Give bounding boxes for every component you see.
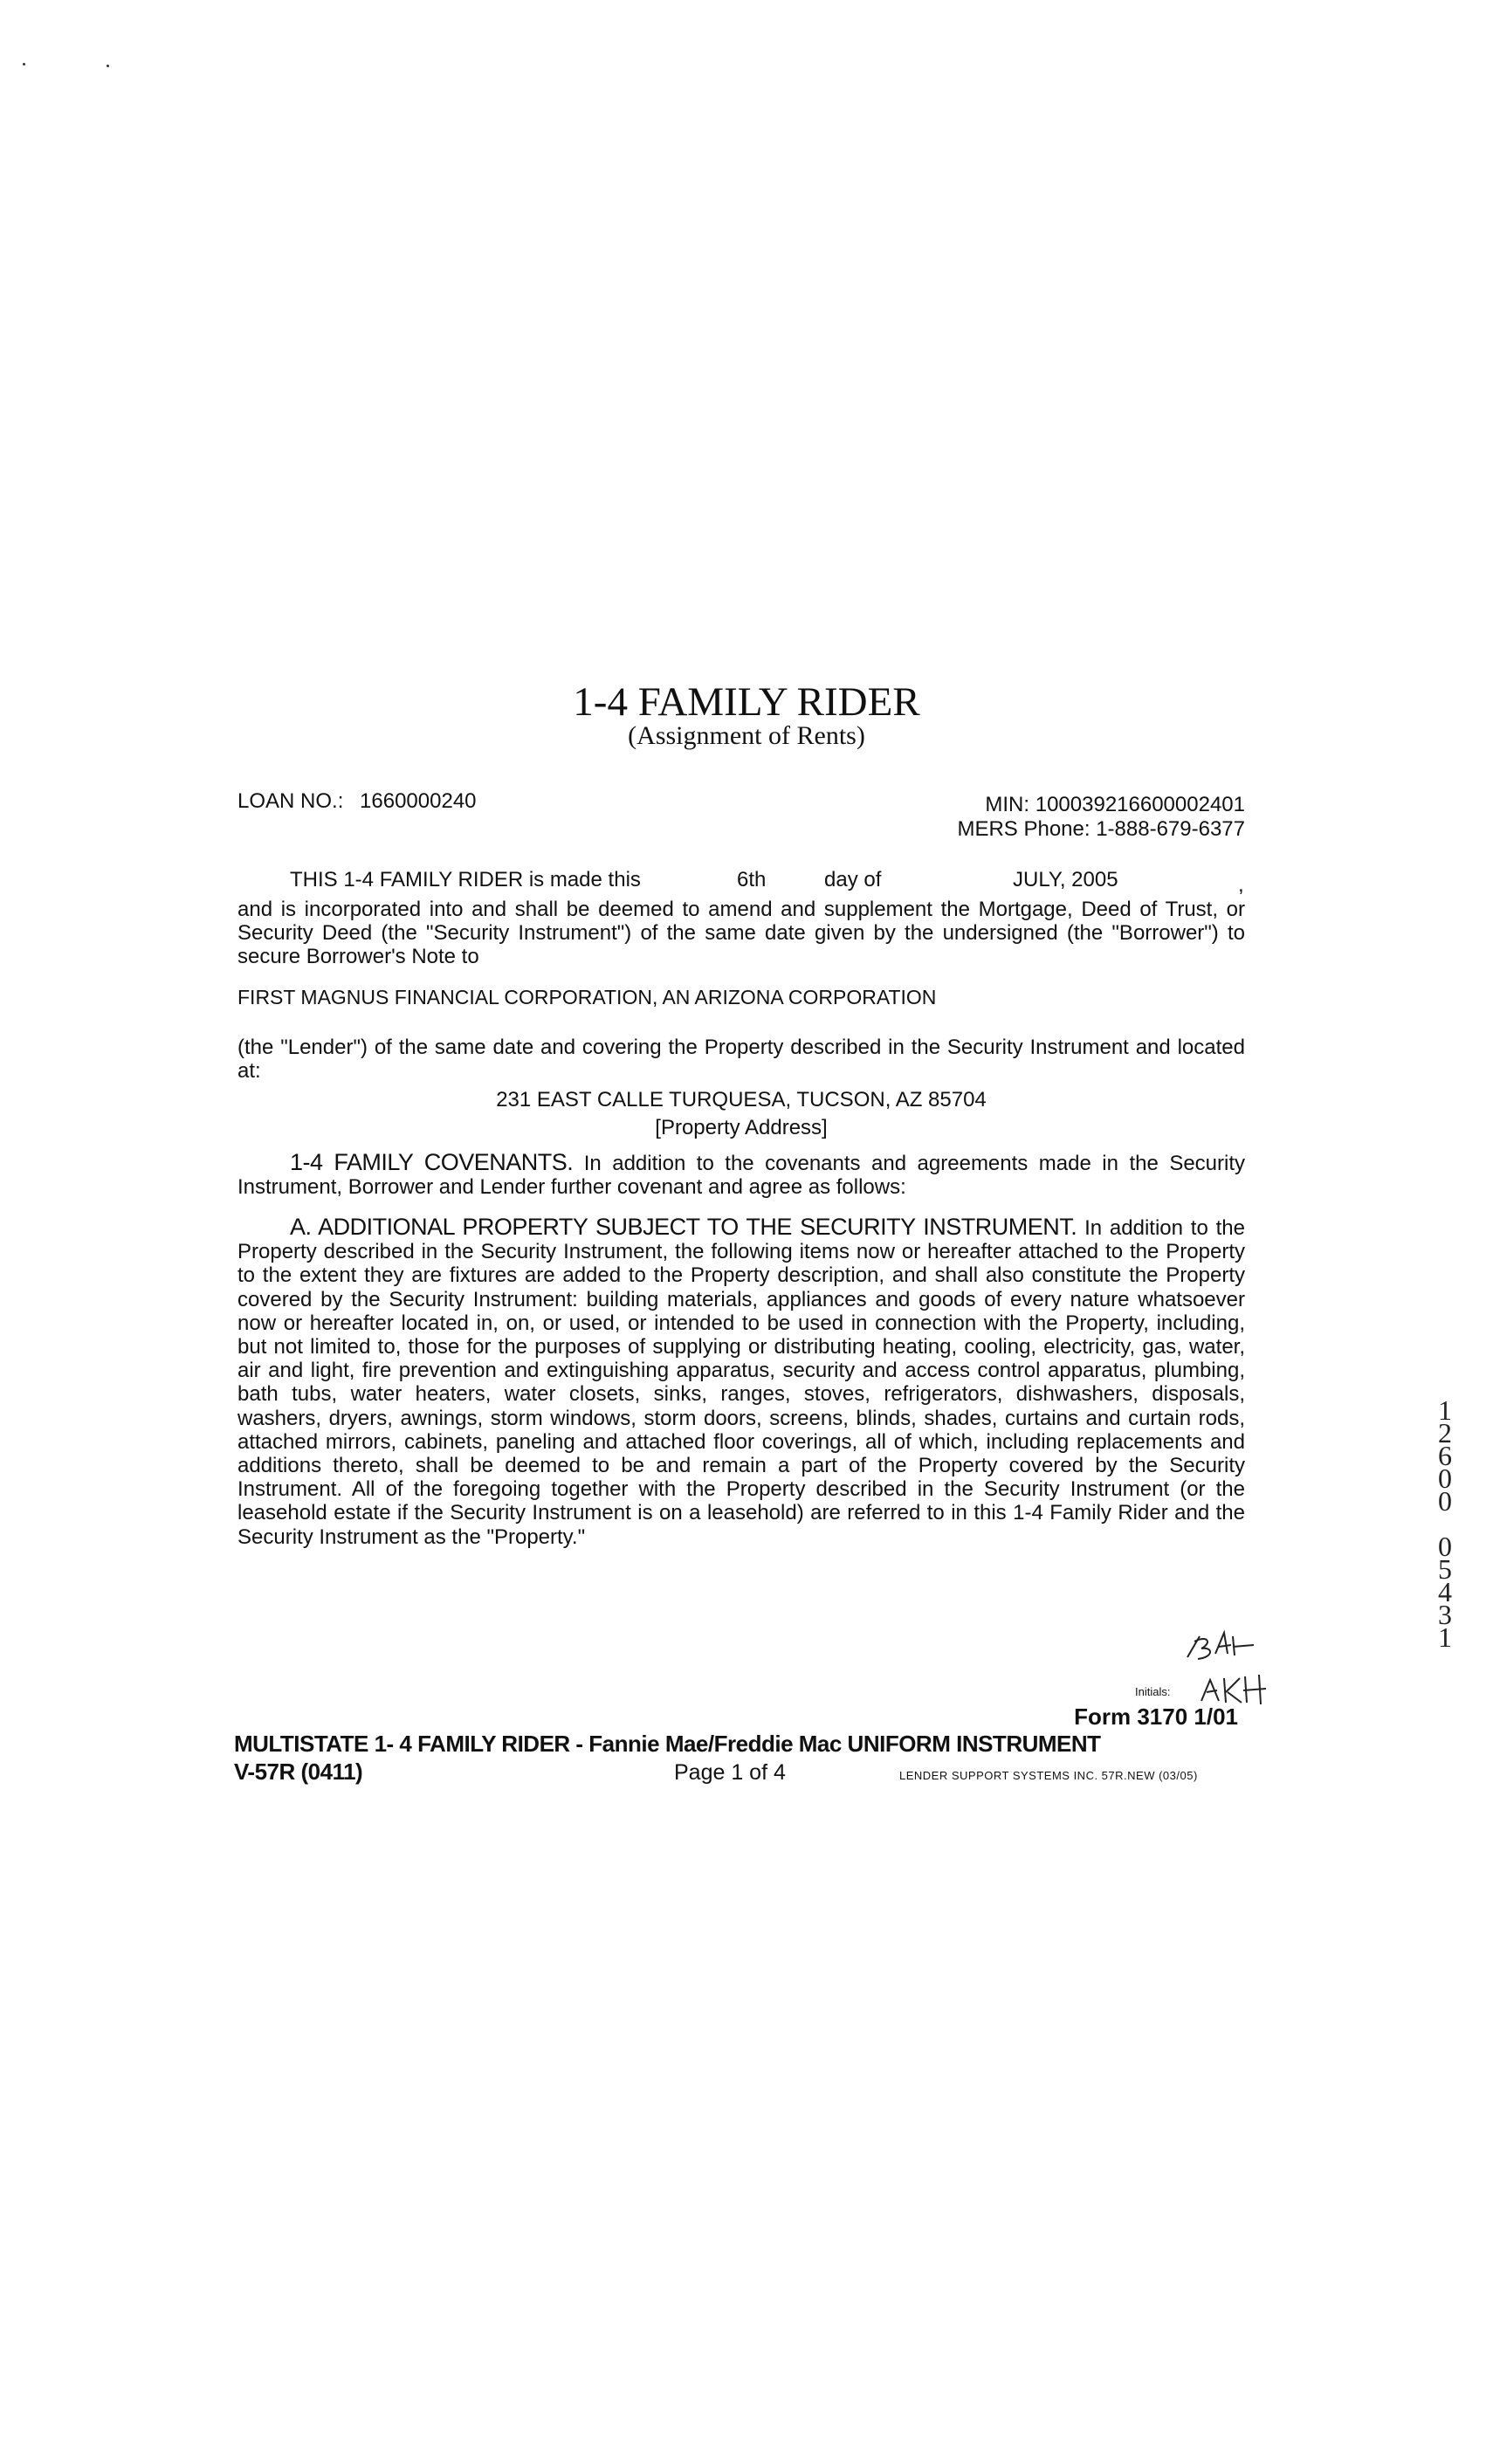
- section-a-paragraph: [237, 1215, 1245, 1549]
- lender-name: FIRST MAGNUS FINANCIAL CORPORATION, AN ARIZONA CORPORATION: [237, 986, 937, 1008]
- min-label: MIN:: [985, 793, 1030, 816]
- mers-phone: MERS Phone: 1-888-679-6377: [957, 817, 1245, 841]
- stamp-digit: 1: [1438, 1621, 1452, 1653]
- covenants-text: In addition to the covenants and agreements made in the Security Instrument, Borrower and Lender further covenant and agree as follows:: [237, 1152, 1246, 1200]
- vendor-line: LENDER SUPPORT SYSTEMS INC. 57R.NEW (03/05): [899, 1769, 1198, 1782]
- initials-label: Initials:: [1135, 1685, 1171, 1698]
- stamp-digit: 0: [1438, 1463, 1452, 1494]
- section-a-heading: A. ADDITIONAL PROPERTY SUBJECT TO THE SECURITY INSTRUMENT.: [290, 1214, 1077, 1240]
- section-a-text: In addition to the Property described in the Security Instrument, the following items now or hereafter attached to the Property to the extent they are fixtures are added to the Property description, and shall also constitute the Property covered by the Security Instrument: building materials, appliances and goods of every nature whatsoever now or hereafter located in, on, or used, or intended to be used in connection with the Property, including, but not limited to, those for the purposes of supplying or distributing heating, cooling, electricity, gas, water, air and light, fire prevention and extinguishing apparatus, security and access control apparatus, plumbing, bath tubs, water heaters, water closets, sinks, ranges, stoves, refrigerators, dishwashers, disposals, washers, dryers, awnings, storm windows, storm doors, screens, blinds, shades, curtains and curtain rods, attached mirrors, cabinets, paneling and attached floor coverings, all of which, including replacements and additions thereto, shall be deemed to be and remain a part of the Property covered by the Security Instrument. All of the foregoing together with the Property described in the Security Instrument (or the leasehold estate if the Security Instrument is on a leasehold) are referred to in this 1-4 Family Rider and the Security Instrument as the "Property.": [237, 1216, 1245, 1549]
- scan-speck: [107, 65, 109, 67]
- loan-number-line: [237, 789, 477, 814]
- page-number: Page 1 of 4: [674, 1760, 786, 1785]
- loan-number: 1660000240: [360, 789, 477, 813]
- day-of-text: day of: [824, 868, 882, 891]
- stamp-digit: 3: [1438, 1599, 1452, 1630]
- stamp-digit: 2: [1438, 1417, 1452, 1449]
- covenants-paragraph: [237, 1151, 1245, 1199]
- handwritten-initials-signature: [1170, 1624, 1275, 1708]
- stamp-digit: 0: [1438, 1531, 1452, 1562]
- form-number: Form 3170 1/01: [1074, 1703, 1238, 1730]
- stamp-digit: 6: [1438, 1440, 1452, 1471]
- rider-month-year: JULY, 2005: [1013, 868, 1118, 891]
- intro-paragraph: and is incorporated into and shall be deemed to amend and supplement the Mortgage, Deed of Trust, or Security Deed (the "Security Instrument") of the same date given by the undersigned (the "Borrower") to secure Borrower's Note to: [237, 898, 1245, 969]
- property-address-label: [Property Address]: [655, 1116, 828, 1139]
- recording-number-stamp: [1430, 1394, 1460, 1653]
- min-line: [873, 793, 1245, 817]
- form-code: V-57R (0411): [234, 1759, 363, 1785]
- covenants-heading: 1-4 FAMILY COVENANTS.: [290, 1149, 574, 1175]
- lender-paragraph: (the "Lender") of the same date and covering the Property described in the Security Instrument and located at:: [237, 1036, 1245, 1084]
- rider-day: 6th: [737, 868, 767, 891]
- property-address: 231 EAST CALLE TURQUESA, TUCSON, AZ 85704: [496, 1088, 987, 1112]
- stamp-digit: 0: [1438, 1485, 1452, 1517]
- intro-comma: ,: [1238, 873, 1244, 897]
- scan-speck: [23, 63, 25, 65]
- loan-label: LOAN NO.:: [237, 789, 344, 813]
- document-subtitle: (Assignment of Rents): [628, 721, 865, 750]
- stamp-digit: 1: [1438, 1394, 1452, 1426]
- footer-title: MULTISTATE 1- 4 FAMILY RIDER - Fannie Mae/Freddie Mac UNIFORM INSTRUMENT: [234, 1731, 1101, 1757]
- intro-start: THIS 1-4 FAMILY RIDER is made this: [290, 868, 641, 891]
- stamp-digit: 4: [1438, 1576, 1452, 1607]
- document-title: 1-4 FAMILY RIDER: [573, 679, 920, 725]
- stamp-digit: 5: [1438, 1553, 1452, 1585]
- min-number: 100039216600002401: [1035, 793, 1245, 816]
